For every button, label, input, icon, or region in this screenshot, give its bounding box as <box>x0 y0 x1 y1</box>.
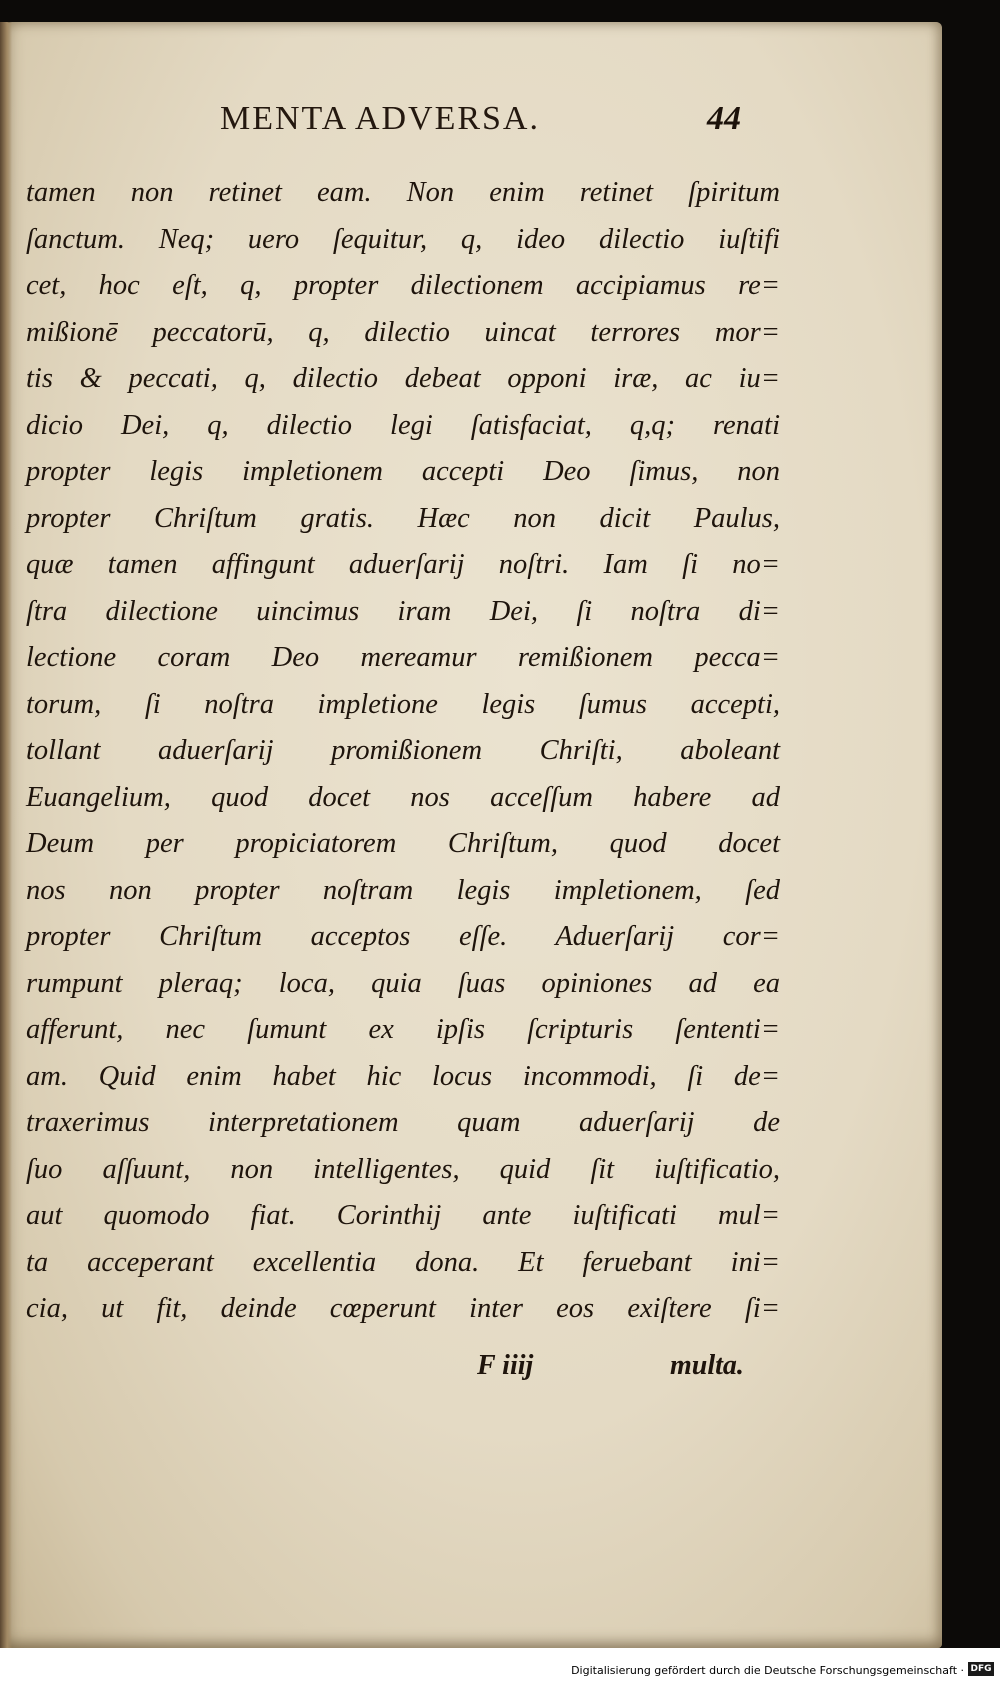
book-page <box>2 22 942 1648</box>
text-line: tollant aduerſarij promißionem Chriſti, aboleant <box>26 735 780 766</box>
text-line: nos non propter noſtram legis impletionem, ſed <box>26 874 780 906</box>
text-line: cet, hoc eſt, q, propter dilectionem accipiamus re= <box>26 270 780 301</box>
text-line: mißionē peccatorū, q, dilectio uincat terrores mor= <box>26 316 780 348</box>
body-text <box>26 170 780 1333</box>
page-number: 44 <box>707 100 741 137</box>
signature-mark: F iiij <box>477 1350 534 1381</box>
funding-credit: Digitalisierung gefördert durch die Deutsche Forschungsgemeinschaft · <box>571 1664 964 1677</box>
text-line: ſanctum. Neq; uero ſequitur, q, ideo dilectio iuſtifi <box>26 223 780 255</box>
text-line: ſuo aſſuunt, non intelligentes, quid ſit iuſtificatio, <box>26 1153 780 1185</box>
text-line: am. Quid enim habet hic locus incommodi, ſi de= <box>26 1060 780 1092</box>
text-line: torum, ſi noſtra impletione legis ſumus accepti, <box>26 688 780 720</box>
running-head: MENTA ADVERSA. <box>220 100 540 137</box>
text-line: dicio Dei, q, dilectio legi ſatisfaciat, q,q; renati <box>26 409 780 441</box>
text-line: cia, ut fit, deinde cœperunt inter eos exiſtere ſi= <box>26 1293 780 1324</box>
text-line: quæ tamen affingunt aduerſarij noſtri. Iam ſi no= <box>26 549 780 580</box>
text-line: afferunt, nec ſumunt ex ipſis ſcripturis ſententi= <box>26 1014 780 1045</box>
text-line: propter Chriſtum acceptos eſſe. Aduerſarij cor= <box>26 921 780 952</box>
text-line: tis & peccati, q, dilectio debeat opponi iræ, ac iu= <box>26 363 780 394</box>
text-line: tamen non retinet eam. Non enim retinet ſpiritum <box>26 177 780 208</box>
text-line: rumpunt pleraq; loca, quia ſuas opiniones ad ea <box>26 967 780 999</box>
catchword: multa. <box>670 1350 744 1381</box>
page-header <box>2 100 942 144</box>
text-line: ſtra dilectione uincimus iram Dei, ſi noſtra di= <box>26 595 780 627</box>
binding-gutter <box>0 22 12 1648</box>
page-footer <box>2 1350 942 1390</box>
text-line: aut quomodo fiat. Corinthij ante iuſtificati mul= <box>26 1200 780 1231</box>
text-line: propter Chriſtum gratis. Hæc non dicit Paulus, <box>26 502 780 534</box>
text-line: Deum per propiciatorem Chriſtum, quod docet <box>26 828 780 859</box>
text-line: propter legis impletionem accepti Deo ſimus, non <box>26 456 780 487</box>
text-line: lectione coram Deo mereamur remißionem pecca= <box>26 642 780 673</box>
text-line: ta acceperant excellentia dona. Et feruebant ini= <box>26 1246 780 1278</box>
text-line: traxerimus interpretationem quam aduerſarij de <box>26 1107 780 1138</box>
dfg-logo-icon: DFG <box>968 1662 994 1676</box>
text-line: Euangelium, quod docet nos acceſſum habere ad <box>26 781 780 813</box>
